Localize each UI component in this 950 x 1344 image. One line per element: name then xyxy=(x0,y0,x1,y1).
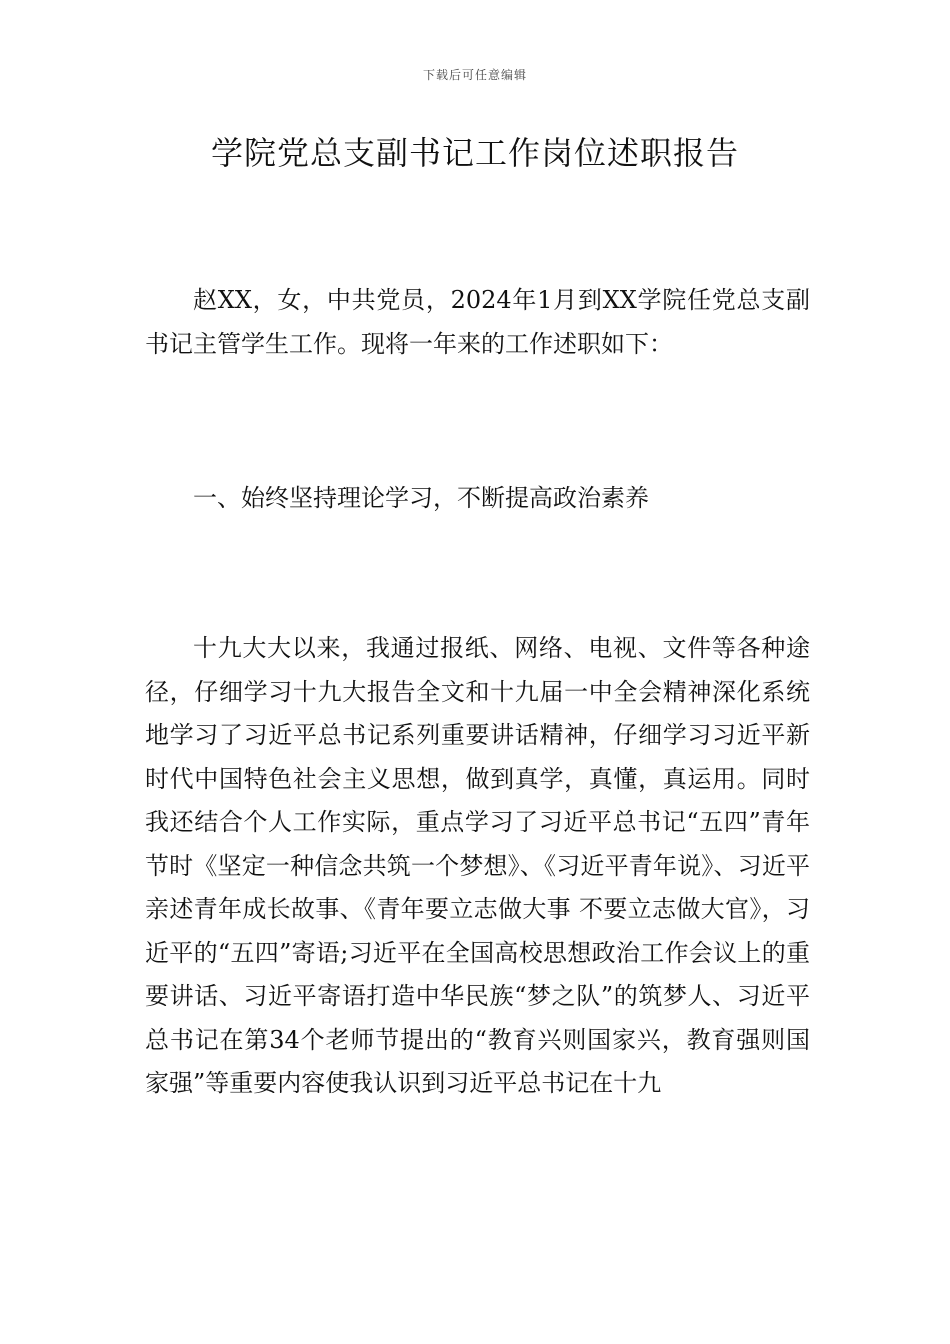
intro-paragraph: 赵XX，女，中共党员，2024年1月到XX学院任党总支副书记主管学生工作。现将一年来的工作述职如下： xyxy=(145,286,810,358)
document-title: 学院党总支副书记工作岗位述职报告 xyxy=(210,134,739,172)
section-1-body-paragraph: 十九大大以来，我通过报纸、网络、电视、文件等各种途径，仔细学习十九大报告全文和十九届一中全会精神深化系统地学习了习近平总书记系列重要讲话精神，仔细学习习近平新时代中国特色社会主义思想，做到真学，真懂，真运用。同时我还结合个人工作实际，重点学习了习近平总书记“五四”青年节时《坚定一种信念共筑一个梦想》、《习近平青年说》、习近平亲述青年成长故事、《青年要立志做大事 不要立志做大官》，习近平的“五四”寄语;习近平在全国高校思想政治工作会议上的重要讲话、习近平寄语打造中华民族“梦之队”的筑梦人、习近平总书记在第34个老师节提出的“教育兴则国家兴，教育强则国家强”等重要内容使我认识到习近平总书记在十九 xyxy=(145,634,810,1097)
header-note: 下载后可任意编辑 xyxy=(422,68,527,82)
section-heading-1: 一、始终坚持理论学习，不断提高政治素养 xyxy=(193,484,649,512)
